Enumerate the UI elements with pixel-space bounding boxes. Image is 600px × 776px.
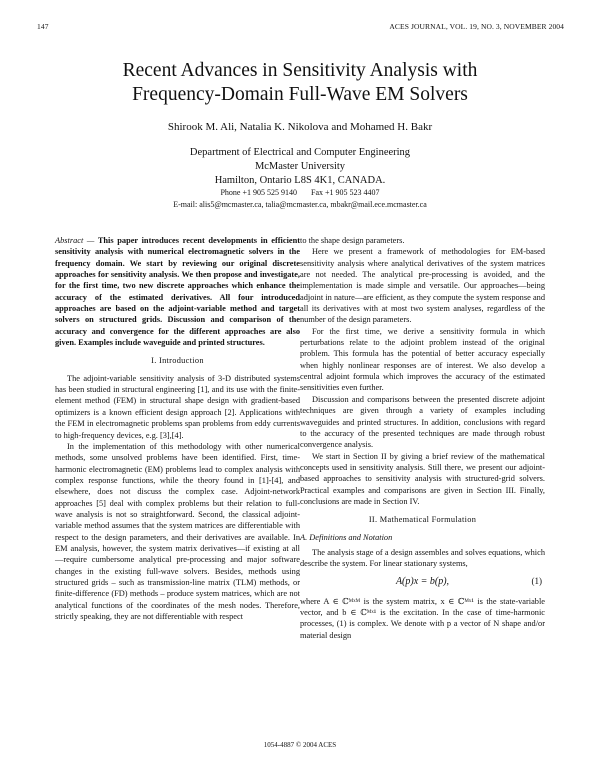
affiliation-email: E-mail: alis5@mcmaster.ca, talia@mcmaster.ca, mbakr@mail.ece.mcmaster.ca [173, 200, 427, 209]
paragraph: The analysis stage of a design assembles and solves equations, which describe the system. For linear stationary systems, [300, 547, 545, 569]
paragraph: The adjoint-variable sensitivity analysis of 3-D distributed systems has been studied in structural engineering [1], and its use with the finite-element method (FEM) in structural shape design with gradient-based optimizers is a known efficient design approach [2]. Applications with the FEM in electromagnetic problems span problems from eddy currents to high-frequency devices, e.g. [3],[4]. [55, 373, 300, 440]
section-heading-formulation: II. Mathematical Formulation [368, 515, 477, 525]
equation-expression: A(p)x = b(p), [395, 575, 450, 587]
paragraph: In the implementation of this methodology with other numerical methods, some unsolved problems have been identified. First, time-harmonic electromagnetic (EM) problems lead to complex analysis with complex response functions, while the theory found in [1]-[4], and elsewhere, does not discuss the complex case. Adjoint-network approaches [5] deal with complex problems but their relation to full-wave analysis is not so straightforward. Second, the classical adjoint-variable method assumes that the system matrices are differentiable with respect to the design parameters, and their derivatives are available. In EM analysis, however, the system matrix derivatives—if existing at all—require cumbersome analytical pre-processing and major software changes in the existing full-wave solvers. Besides, methods using structured grids – such as transmission-line matrix (TLM) methods, or finite-difference (FD) methods – produce system matrices, which are not analytical functions of the coordinates of the mesh nodes. Therefore, strictly speaking, they are not differentiable with respect [55, 441, 300, 621]
affiliation-city: Hamilton, Ontario L8S 4K1, CANADA. [214, 175, 386, 186]
affiliation-phone: Phone +1 905 525 9140 Fax +1 905 523 4407 [220, 188, 380, 197]
paragraph: to the shape design parameters. [300, 236, 405, 245]
paragraph: We start in Section II by giving a brief review of the mathematical concepts used in sensitivity analysis. Still there, we present our adjoint-based approaches to sensitivity analysis with structured-grid solvers. Practical examples and comparisons are given in Section III. Finally, conclusions are made in Section IV. [300, 451, 545, 506]
paragraph: For the first time, we derive a sensitivity formula in which perturbations relate to the adjoint problem instead of the original problem. This formula has the potential of better accuracy especially when highly nonlinear responses are of interest. We also develop a central adjoint formula which improves the accuracy of the estimated sensitivities even further. [300, 326, 545, 393]
affiliation-university: McMaster University [254, 161, 346, 172]
equation-1 [300, 572, 545, 594]
section-heading-introduction: I. Introduction [151, 356, 204, 366]
author-list: Shirook M. Ali, Natalia K. Nikolova and Mohamed H. Bakr [167, 121, 433, 133]
journal-header: ACES JOURNAL, VOL. 19, NO. 3, NOVEMBER 2004 [389, 22, 564, 31]
equation-number: (1) [531, 575, 542, 586]
abstract [55, 235, 300, 348]
paragraph: where A ∈ ℂᴹˣᴹ is the system matrix, x ∈ ℂᴹˣ¹ is the state-variable vector, and b ∈ ℂᴹˣ¹ is the excitation. In the case of time-harmonic processes, (1) is complex. We denote with p a vector of N shape and/or material design [300, 596, 545, 640]
subsection-heading: A. Definitions and Notation [300, 532, 393, 542]
abstract-text: This paper introduces recent developments in efficient sensitivity analysis with numerical electromagnetic solvers in the frequency domain. We start by reviewing our original discrete approaches for sensitivity analysis. We then propose and investigate, for the first time, two new discrete approaches which enhance the accuracy of the estimated derivatives. All four introduced approaches are based on the adjoint-variable method and target solvers on structured grids. Discussion and comparison of the accuracy and convergence for the different approaches are also given. Examples include waveguide and printed structures. [55, 236, 301, 348]
abstract-label: Abstract — [55, 236, 95, 245]
right-column [300, 235, 545, 641]
paragraph: Here we present a framework of methodologies for EM-based sensitivity analysis where analytical derivatives of the system matrices are not needed. The analytical pre-processing is avoided, and the implementation is made simple and versatile. Our approaches—being adjoint in nature—are efficient, as they compute the system response and all its derivatives with at most two system analyses, regardless of the number of the design parameters. [300, 247, 545, 325]
copyright-footer: 1054-4887 © 2004 ACES [263, 741, 337, 749]
paper-title-line2: Frequency-Domain Full-Wave EM Solvers [132, 84, 468, 105]
paragraph: Discussion and comparisons between the presented discrete adjoint techniques are given through a variety of examples including waveguides and printed structures. In addition, conclusions with regard to the accuracy of the presented techniques are made through robust convergence analysis. [300, 394, 545, 450]
affiliation-department: Department of Electrical and Computer Engineering [189, 147, 411, 158]
page-number: 147 [37, 22, 49, 31]
paper-title-line1: Recent Advances in Sensitivity Analysis with [122, 60, 478, 81]
left-column [55, 235, 300, 622]
